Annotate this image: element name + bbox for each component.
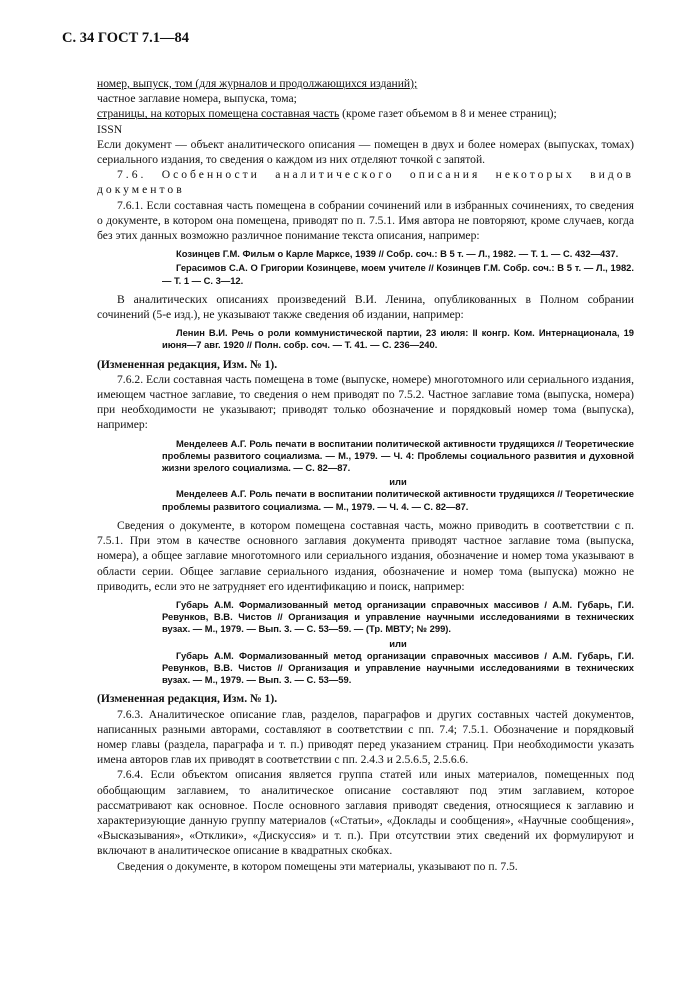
example-mendeleev-1: Менделеев А.Г. Роль печати в воспитании политической активности трудящихся // Теоретические проблемы развитого социализма. — М., 1979. — Ч. 4: Проблемы социального развития и духовной жизни зрелого социализма. — С. 82—87.	[162, 437, 634, 474]
example-gerasimov: Герасимов С.А. О Григории Козинцеве, моем учителе // Козинцев Г.М. Собр. соч.: В 5 т. — Л., 1982. — Т. 1 — С. 3—12.	[162, 262, 634, 286]
or-separator-2: или	[389, 637, 407, 649]
example-lenin: Ленин В.И. Речь о роли коммунистической партии, 23 июля: II конгр. Ком. Интернационала, 19 июня—7 авг. 1920 // Полн. собр. соч. — Т. 41. — С. 236—240.	[162, 327, 634, 351]
section-7-6-title: 7.6. Особенности аналитического описания некоторых видов документов	[97, 168, 634, 197]
or-separator-1: или	[389, 476, 407, 488]
intro-line-1: номер, выпуск, том (для журналов и продолжающихся изданий);	[97, 77, 418, 90]
intro-line-4: ISSN	[97, 122, 123, 136]
section-7-6-1-para-2: В аналитических описаниях произведений В.И. Ленина, опубликованных в Полном собрании сочинений (5-е изд.), не указывают также сведения об издании, например:	[97, 292, 634, 322]
section-7-6-2-para-2: Сведения о документе, в котором помещена составная часть, можно приводить в соответствии с п. 7.5.1. При этом в качестве основного заглавия документа приводят частное заглавие тома (выпуска, номера), а общее заглавие многотомного или сериального издания, обозначение и номер тома указывают в области серии. Общее заглавие сериального издания, обозначение и номер тома (выпуска) можно не приводить, если это не затрудняет его идентификацию и поиск, например:	[97, 518, 634, 593]
example-block-3	[162, 438, 634, 513]
section-7-6-4-para-1: 7.6.4. Если объектом описания является группа статей или иных материалов, помещенных под обобщающим заглавием, то аналитическое описание составляют под этим заглавием, которое рассматривают как основное. После основного заглавия приводят сведения, относящиеся к заглавию и характеризующие данную группу материалов («Статьи», «Доклады и сообщения», «Научные сообщения», «Высказывания», «Отклики», «Дискуссия» и т. п.). При отсутствии этих сведений их формулируют и включают в аналитическое описание в квадратных скобках.	[97, 768, 634, 858]
example-block-4	[162, 599, 634, 686]
intro-line-3	[97, 106, 634, 121]
intro-line-3-rest: (кроме газет объемом в 8 и менее страниц);	[339, 107, 557, 121]
section-7-6-3-para: 7.6.3. Аналитическое описание глав, разделов, параграфов и других составных частей документов, написанных разными авторами, составляют в соответствии с пп. 7.4; 7.5.1. Обозначение и порядковый номер главы (раздела, параграфа и т. п.) приводят перед указанием страниц. При необходимости указать имена авторов глав их приводят в соответствии с пп. 2.4.3 и 2.5.6.5, 2.5.6.6.	[97, 707, 634, 767]
intro-paragraph: Если документ — объект аналитического описания — помещен в двух и более номерах (выпусках, томах) сериального издания, то сведения о каждом из них отделяют точкой с запятой.	[97, 137, 634, 167]
example-gubar-2: Губарь А.М. Формализованный метод организации справочных массивов / А.М. Губарь, Г.И. Ревунков, В.В. Чистов // Организация и управление научными исследованиями в технических вузах. — М., 1979. — Вып. 3. — С. 53—59.	[162, 649, 634, 686]
page-header: С. 34 ГОСТ 7.1—84	[62, 30, 190, 46]
example-gubar-1: Губарь А.М. Формализованный метод организации справочных массивов / А.М. Губарь, Г.И. Ревунков, В.В. Чистов // Организация и управление научными исследованиями в технических вузах. — М., 1979. — Вып. 3. — С. 53—59. — (Тр. МВТУ; № 299).	[162, 598, 634, 635]
amendment-note-2: (Измененная редакция, Изм. № 1).	[97, 692, 278, 706]
example-mendeleev-2: Менделеев А.Г. Роль печати в воспитании политической активности трудящихся // Теоретические проблемы развитого социализма. — М., 1979. — Ч. 4. — С. 82—87.	[162, 488, 634, 512]
example-kozintsev: Козинцев Г.М. Фильм о Карле Марксе, 1939 // Собр. соч.: В 5 т. — Л., 1982. — Т. 1. — С. 432—437.	[176, 248, 619, 260]
section-7-6-4-para-2: Сведения о документе, в котором помещены эти материалы, указывают по п. 7.5.	[117, 859, 518, 873]
example-block-2	[162, 327, 634, 351]
intro-line-3-underlined: страницы, на которых помещена составная часть	[97, 107, 340, 121]
amendment-note-1: (Измененная редакция, Изм. № 1).	[97, 357, 278, 371]
section-7-6-1-para-1: 7.6.1. Если составная часть помещена в собрании сочинений или в избранных сочинениях, то сведения о документе, в котором она помещена, приводят по п. 7.5.1. Имя автора не повторяют, кроме случаев, когда без этих данных возможно различное понимание текста описания, например:	[97, 198, 634, 243]
section-7-6-2-para-1: 7.6.2. Если составная часть помещена в томе (выпуске, номере) многотомного или сериального издания, имеющем частное заглавие, то сведения о нем приводят по 7.5.2. Частное заглавие тома (выпуска, номера) при необходимости не указывают; приводят только обозначение и порядковый номер тома (выпуска), например:	[97, 372, 634, 432]
example-block-1	[162, 248, 634, 287]
document-body	[97, 76, 634, 874]
intro-line-2: частное заглавие номера, выпуска, тома;	[97, 92, 297, 106]
